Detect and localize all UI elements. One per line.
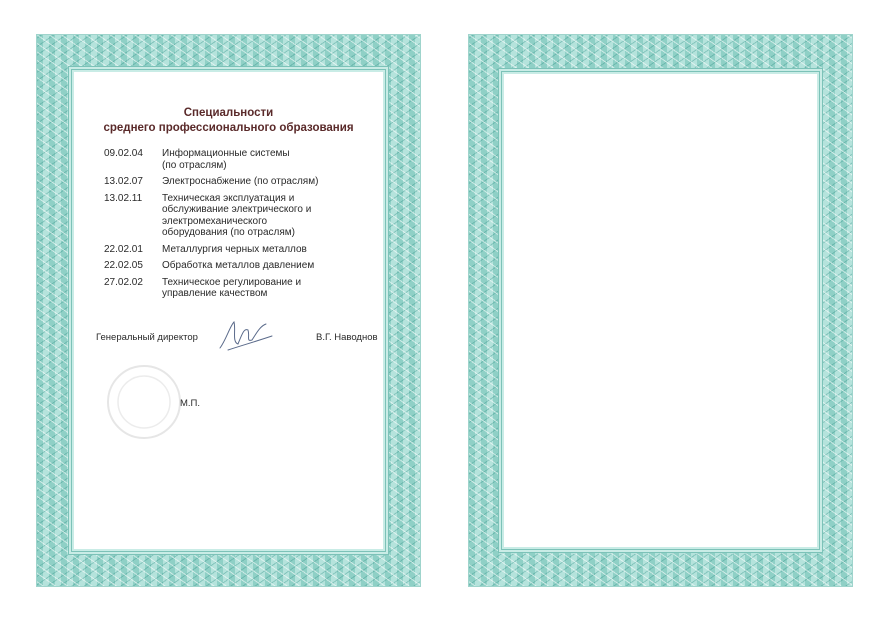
- signature-icon: [216, 316, 276, 354]
- specialty-name: Информационные системы (по отраслям): [162, 148, 290, 171]
- seal-label: М.П.: [180, 398, 201, 409]
- specialty-name: Техническая эксплуатация и обслуживание электрического и электромеханического оборудования (по отраслям): [162, 192, 312, 238]
- title-line-1: Специальности: [183, 107, 274, 119]
- specialty-name: Техническое регулирование и управление качеством: [162, 276, 302, 299]
- list-item: [104, 193, 369, 239]
- signatory-name: В.Г. Наводнов: [316, 332, 378, 343]
- title-line-2: среднего профессионального образования: [103, 122, 354, 134]
- specialty-code: 22.02.01: [104, 243, 143, 255]
- page-title: [74, 106, 383, 136]
- specialty-code: 27.02.02: [104, 276, 143, 288]
- specialty-name: Электроснабжение (по отраслям): [162, 176, 319, 187]
- specialty-name: Обработка металлов давлением: [162, 260, 315, 271]
- faded-stamp-icon: [104, 362, 184, 442]
- list-item: [104, 260, 369, 272]
- left-page-content: [74, 72, 383, 549]
- specialty-code: 09.02.04: [104, 148, 143, 159]
- list-item: [104, 176, 369, 188]
- signatory-title: Генеральный директор: [96, 332, 198, 343]
- right-page: [468, 34, 853, 587]
- specialty-code: 22.02.05: [104, 260, 143, 271]
- specialty-list: [104, 148, 369, 305]
- list-item: [104, 148, 369, 171]
- specialty-code: 13.02.11: [104, 192, 143, 204]
- list-item: [104, 244, 369, 256]
- specialty-name: Металлургия черных металлов: [162, 243, 307, 255]
- list-item: [104, 277, 369, 300]
- left-page: [36, 34, 421, 587]
- page-inner-area: [504, 74, 817, 547]
- specialty-code: 13.02.07: [104, 176, 143, 187]
